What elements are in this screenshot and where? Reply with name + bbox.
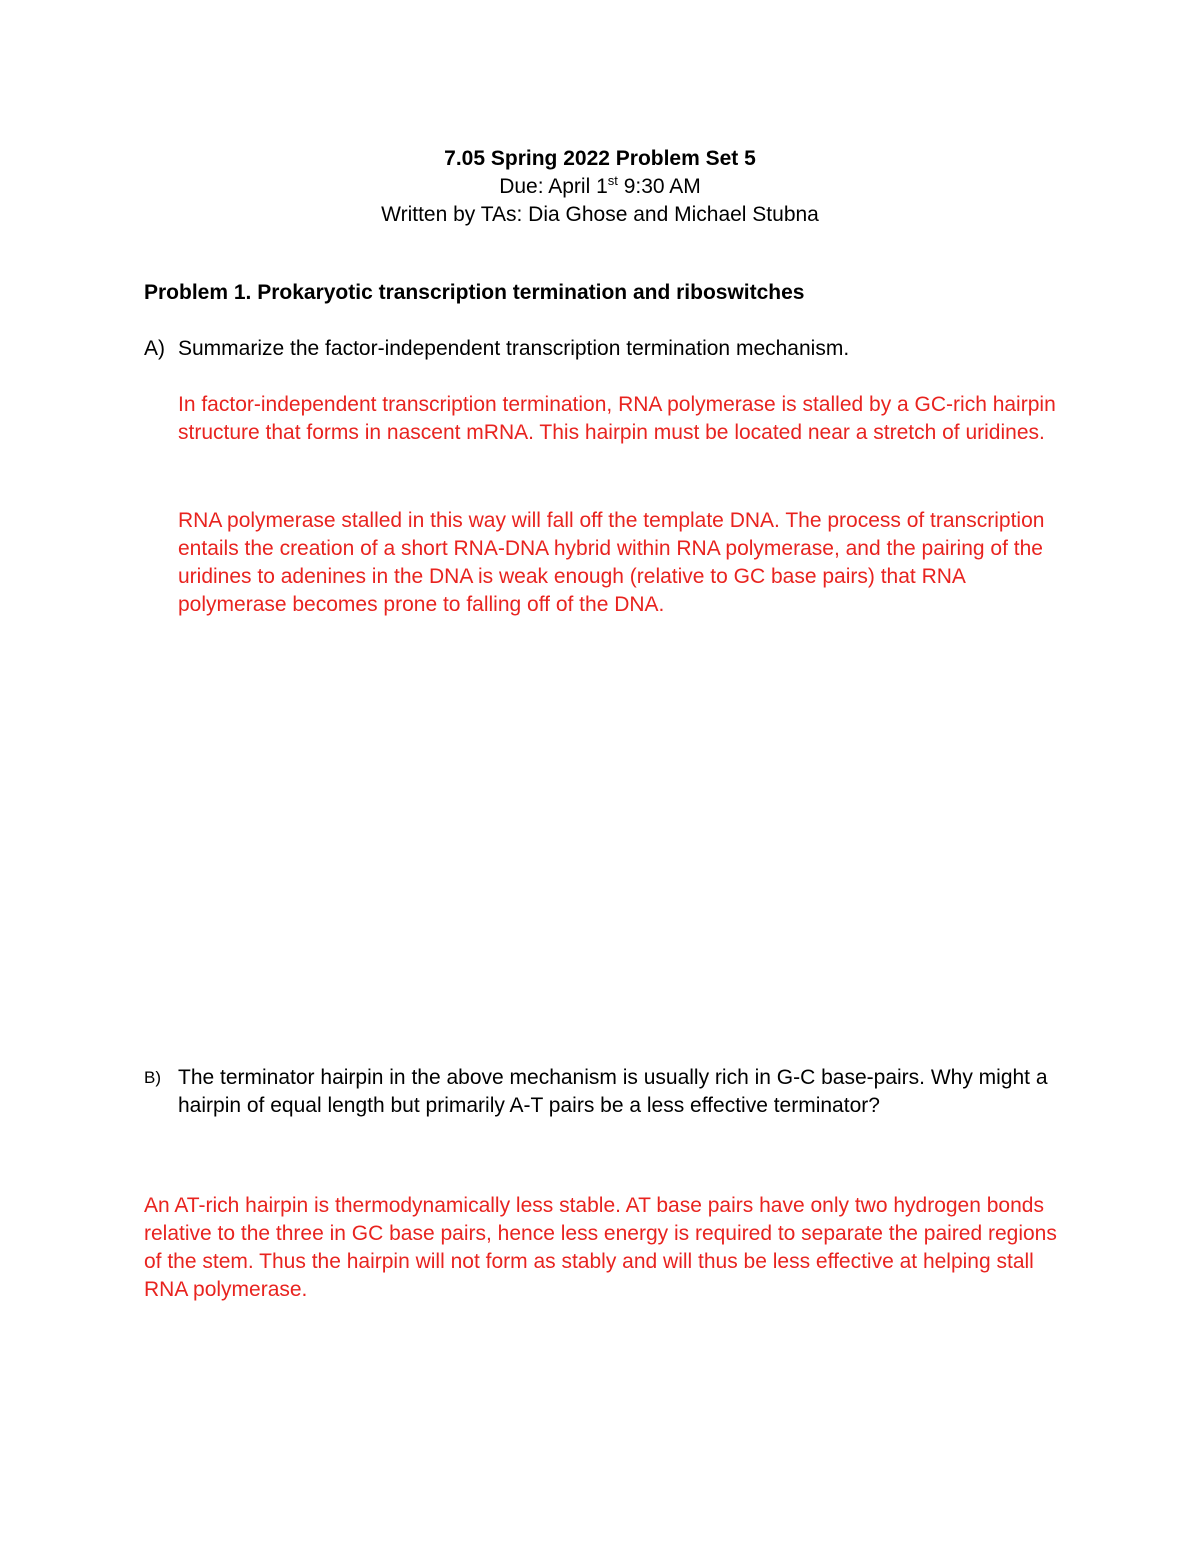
due-date-ordinal: st [607, 173, 618, 188]
question-a-text: Summarize the factor-independent transcription termination mechanism. [178, 337, 850, 360]
answer-a-paragraph-1: In factor-independent transcription termination, RNA polymerase is stalled by a GC-rich hairpin structure that forms in nascent mRNA. This hairpin must be located near a stretch of uridines. [178, 393, 1056, 444]
question-b [144, 1064, 1064, 1120]
due-date [0, 173, 1200, 201]
question-a-marker: A) [144, 337, 165, 360]
answer-b-paragraph-1: An AT-rich hairpin is thermodynamically less stable. AT base pairs have only two hydrogen bonds relative to the three in GC base pairs, hence less energy is required to separate the paired regions of the stem. Thus the hairpin will not form as stably and will thus be less effective at helping stall RNA polymerase. [144, 1194, 1057, 1301]
due-date-prefix: Due: April 1 [499, 175, 608, 198]
answer-a-paragraph-2: RNA polymerase stalled in this way will fall off the template DNA. The process of transcription entails the creation of a short RNA-DNA hybrid within RNA polymerase, and the pairing of the uridines to adenines in the DNA is weak enough (relative to GC base pairs) that RNA polymerase becomes prone to falling off of the DNA. [178, 509, 1045, 616]
document-authors: Written by TAs: Dia Ghose and Michael Stubna [381, 203, 819, 226]
problem-1-heading: Problem 1. Prokaryotic transcription termination and riboswitches [144, 281, 805, 304]
document-title: 7.05 Spring 2022 Problem Set 5 [444, 147, 756, 170]
question-b-text: The terminator hairpin in the above mechanism is usually rich in G-C base-pairs. Why might a hairpin of equal length but primarily A-T pairs be a less effective terminator? [178, 1066, 1048, 1117]
question-a [144, 335, 1064, 363]
due-date-suffix: 9:30 AM [617, 175, 701, 198]
question-b-marker: B) [144, 1068, 161, 1087]
document-header [0, 145, 1200, 229]
